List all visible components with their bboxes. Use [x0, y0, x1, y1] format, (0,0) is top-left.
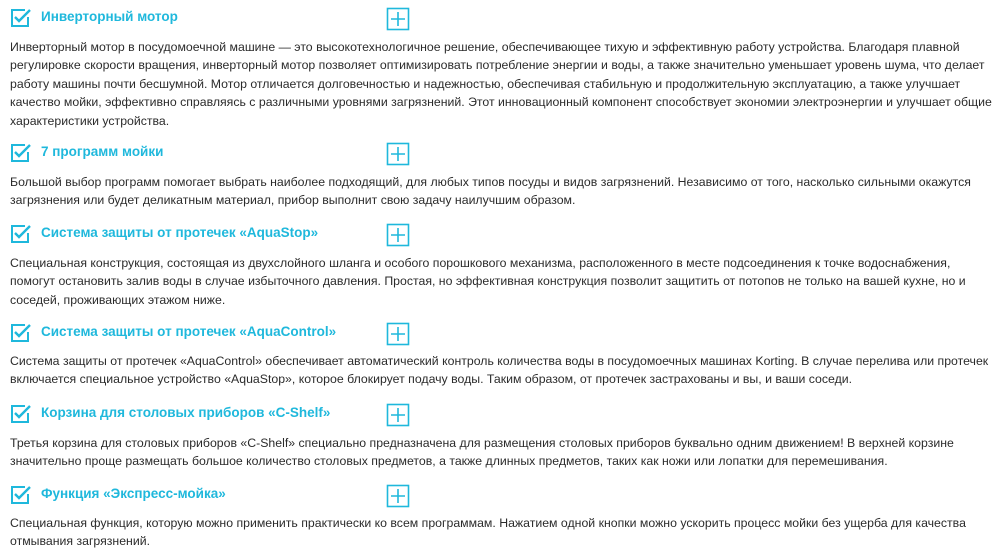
- feature-description: Специальная конструкция, состоящая из двухслойного шланга и особого порошкового механизма, расположенного в месте подсоединения к точке водоснабжения, помогут остановить залив воды в случае избыточного давления. Простая, но эффективная конструкция позволит защитить от потопов не только на вашей кухне, но и соседей, проживающих этажом ниже.: [10, 256, 966, 307]
- plus-square-icon[interactable]: [386, 322, 410, 346]
- feature-description: Большой выбор программ помогает выбрать наиболее подходящий, для любых типов посуды и видов загрязнений. Независимо от того, насколько сильными окажутся загрязнения или будет деликатным материал, прибор выполнит свою задачу наилучшим образом.: [10, 175, 971, 208]
- check-square-icon: [10, 323, 32, 343]
- feature-title: Инверторный мотор: [41, 9, 178, 24]
- feature-block: [0, 318, 1001, 387]
- feature-title: Корзина для столовых приборов «C-Shelf»: [41, 405, 331, 420]
- feature-title: Система защиты от протечек «AquaStop»: [41, 225, 319, 240]
- plus-square-icon[interactable]: [386, 484, 410, 508]
- feature-title: 7 программ мойки: [41, 144, 164, 159]
- feature-title: Система защиты от протечек «AquaControl»: [41, 324, 337, 339]
- feature-description: Инверторный мотор в посудомоечной машине — это высокотехнологичное решение, обеспечивающее тихую и эффективную работу устройства. Благодаря плавной регулировке скорости вращения, инверторный мотор позволяет оптимизировать потребление энергии и воды, а также значительно уменьшает уровень шума, что делает работу машины почти бесшумной. Мотор отличается долговечностью и надежностью, обеспечивая стабильную и продолжительную эксплуатацию, а также улучшает качество мойки, эффективно справляясь с различными уровнями загрязнений. Этот инновационный компонент способствует экономии электроэнергии и улучшает общие характеристики устройства.: [10, 40, 992, 128]
- check-square-icon: [10, 224, 32, 244]
- check-square-icon: [10, 143, 32, 163]
- feature-block: [0, 3, 1001, 128]
- feature-block: [0, 480, 1001, 549]
- feature-description: Специальная функция, которую можно применить практически ко всем программам. Нажатием одной кнопки можно ускорить процесс мойки без ущерба для качества отмывания загрязнений.: [10, 516, 966, 549]
- plus-square-icon[interactable]: [386, 403, 410, 427]
- check-square-icon: [10, 404, 32, 424]
- check-square-icon: [10, 8, 32, 28]
- plus-square-icon[interactable]: [386, 7, 410, 31]
- plus-square-icon[interactable]: [386, 223, 410, 247]
- feature-block: [0, 138, 1001, 208]
- feature-block: [0, 399, 1001, 469]
- check-square-icon: [10, 485, 32, 505]
- feature-description: Система защиты от протечек «AquaControl» обеспечивает автоматический контроль количества воды в посудомоечных машинах Korting. В случае перелива или протечек включается специальное устройство «AquaStop», которое блокирует подачу воды. Таким образом, от протечек застрахованы и вы, и ваши соседи.: [10, 354, 989, 387]
- feature-description: Третья корзина для столовых приборов «C-Shelf» специально предназначена для размещения столовых приборов буквально одним движением! В верхней корзине значительно проще размещать большое количество столовых предметов, а также длинных предметов, таких как ножи или лопатки для перемешивания.: [10, 436, 954, 469]
- feature-header: [0, 480, 1001, 506]
- feature-block: [0, 219, 1001, 307]
- plus-square-icon[interactable]: [386, 142, 410, 166]
- feature-header: [0, 399, 1001, 425]
- feature-header: [0, 318, 1001, 344]
- feature-header: [0, 3, 1001, 29]
- feature-header: [0, 219, 1001, 245]
- feature-header: [0, 138, 1001, 164]
- feature-title: Функция «Экспресс-мойка»: [41, 486, 226, 501]
